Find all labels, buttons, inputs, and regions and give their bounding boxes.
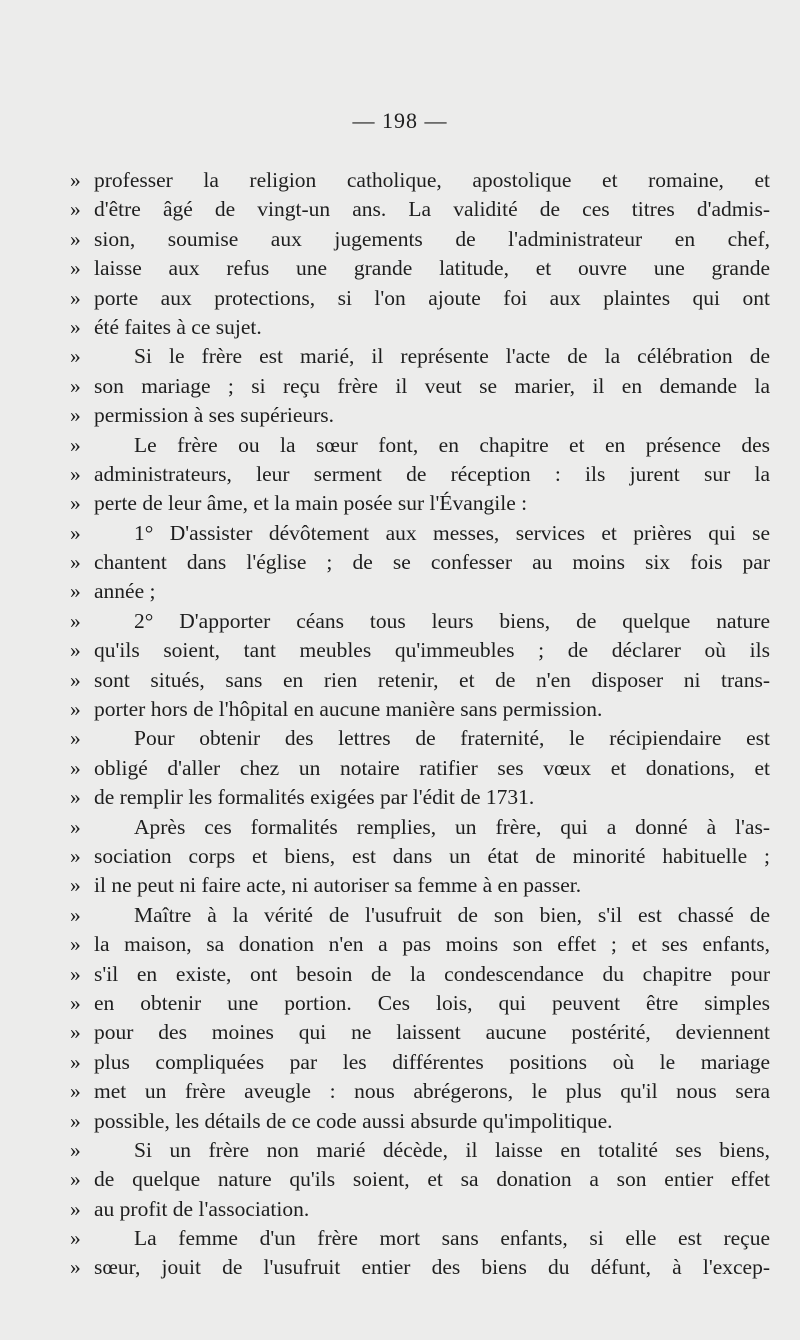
quote-mark: » [70, 256, 81, 281]
line-text: Après ces formalités remplies, un frère, qui a donné à l'as- [134, 814, 770, 839]
text-line [70, 489, 770, 518]
text-line [70, 342, 770, 371]
quote-mark: » [70, 197, 81, 222]
line-text: perte de leur âme, et la main posée sur l'Évangile : [94, 491, 528, 516]
line-text: obligé d'aller chez un notaire ratifier ses vœux et donations, et [94, 755, 770, 780]
line-text: porter hors de l'hôpital en aucune manière sans permission. [94, 697, 603, 722]
text-line [70, 577, 770, 606]
text-line [70, 254, 770, 283]
text-line [70, 666, 770, 695]
quote-mark: » [70, 344, 81, 369]
quote-mark: » [70, 226, 81, 251]
line-text: Si un frère non marié décède, il laisse en totalité ses biens, [134, 1137, 770, 1162]
quote-mark: » [70, 1196, 81, 1221]
quote-mark: » [70, 873, 81, 898]
line-text: de remplir les formalités exigées par l'édit de 1731. [94, 785, 535, 810]
quote-mark: » [70, 785, 81, 810]
quote-mark: » [70, 550, 81, 575]
text-line [70, 431, 770, 460]
quote-mark: » [70, 373, 81, 398]
line-text: qu'ils soient, tant meubles qu'immeubles ; de déclarer où ils [94, 638, 770, 663]
quote-mark: » [70, 1226, 81, 1251]
quote-mark: » [70, 285, 81, 310]
line-text: sion, soumise aux jugements de l'administrateur en chef, [94, 226, 770, 251]
line-text: s'il en existe, ont besoin de la condescendance du chapitre pour [94, 961, 770, 986]
text-line [70, 372, 770, 401]
text-line [70, 901, 770, 930]
page-number: — 198 — [352, 108, 448, 133]
line-text: en obtenir une portion. Ces lois, qui peuvent être simples [94, 990, 770, 1015]
quote-mark: » [70, 726, 81, 751]
text-line [70, 783, 770, 812]
line-text: sociation corps et biens, est dans un état de minorité habituelle ; [94, 843, 770, 868]
text-line [70, 1224, 770, 1253]
line-text: de quelque nature qu'ils soient, et sa donation a son entier effet [94, 1167, 770, 1192]
line-text: porte aux protections, si l'on ajoute foi aux plaintes qui ont [94, 285, 770, 310]
quote-mark: » [70, 638, 81, 663]
text-line [70, 519, 770, 548]
text-line [70, 1253, 770, 1282]
text-line [70, 871, 770, 900]
line-text: sont situés, sans en rien retenir, et de n'en disposer ni trans- [94, 667, 770, 692]
quote-mark: » [70, 1049, 81, 1074]
line-text: 2° D'apporter céans tous leurs biens, de quelque nature [134, 608, 770, 633]
text-line [70, 636, 770, 665]
quote-mark: » [70, 990, 81, 1015]
text-line [70, 930, 770, 959]
quote-mark: » [70, 461, 81, 486]
quote-mark: » [70, 697, 81, 722]
body-text [70, 166, 770, 1283]
text-line [70, 607, 770, 636]
text-line [70, 1107, 770, 1136]
quote-mark: » [70, 520, 81, 545]
quote-mark: » [70, 902, 81, 927]
line-text: possible, les détails de ce code aussi absurde qu'impolitique. [94, 1108, 613, 1133]
text-line [70, 1165, 770, 1194]
line-text: la maison, sa donation n'en a pas moins son effet ; et ses enfants, [94, 932, 770, 957]
line-text: Le frère ou la sœur font, en chapitre et en présence des [134, 432, 770, 457]
line-text: permission à ses supérieurs. [94, 403, 335, 428]
quote-mark: » [70, 1137, 81, 1162]
quote-mark: » [70, 1108, 81, 1133]
quote-mark: » [70, 168, 81, 192]
quote-mark: » [70, 667, 81, 692]
text-line [70, 1195, 770, 1224]
quote-mark: » [70, 432, 81, 457]
quote-mark: » [70, 403, 81, 428]
text-line [70, 548, 770, 577]
text-line [70, 813, 770, 842]
text-line [70, 166, 770, 195]
line-text: laisse aux refus une grande latitude, et ouvre une grande [94, 256, 770, 281]
quote-mark: » [70, 1079, 81, 1104]
line-text: d'être âgé de vingt-un ans. La validité de ces titres d'admis- [94, 197, 770, 222]
line-text: année ; [94, 579, 156, 604]
quote-mark: » [70, 491, 81, 516]
quote-mark: » [70, 1020, 81, 1045]
line-text: sœur, jouit de l'usufruit entier des biens du défunt, à l'excep- [94, 1255, 770, 1280]
text-line [70, 460, 770, 489]
text-line [70, 724, 770, 753]
line-text: Si le frère est marié, il représente l'acte de la célébration de [134, 344, 770, 369]
quote-mark: » [70, 314, 81, 339]
line-text: été faites à ce sujet. [94, 314, 262, 339]
quote-mark: » [70, 814, 81, 839]
line-text: 1° D'assister dévôtement aux messes, services et prières qui se [134, 520, 770, 545]
line-text: met un frère aveugle : nous abrégerons, le plus qu'il nous sera [94, 1079, 770, 1104]
quote-mark: » [70, 1255, 81, 1280]
line-text: plus compliquées par les différentes positions où le mariage [94, 1049, 770, 1074]
line-text: il ne peut ni faire acte, ni autoriser sa femme à en passer. [94, 873, 582, 898]
text-line [70, 195, 770, 224]
line-text: son mariage ; si reçu frère il veut se marier, il en demande la [94, 373, 770, 398]
line-text: professer la religion catholique, apostolique et romaine, et [94, 168, 770, 192]
text-line [70, 754, 770, 783]
text-line [70, 960, 770, 989]
line-text: chantent dans l'église ; de se confesser au moins six fois par [94, 550, 770, 575]
line-text: Pour obtenir des lettres de fraternité, le récipiendaire est [134, 726, 770, 751]
text-line [70, 284, 770, 313]
line-text: au profit de l'association. [94, 1196, 310, 1221]
text-line [70, 401, 770, 430]
text-line [70, 1018, 770, 1047]
line-text: La femme d'un frère mort sans enfants, si elle est reçue [134, 1226, 770, 1251]
quote-mark: » [70, 1167, 81, 1192]
quote-mark: » [70, 608, 81, 633]
line-text: pour des moines qui ne laissent aucune postérité, deviennent [94, 1020, 770, 1045]
text-line [70, 225, 770, 254]
quote-mark: » [70, 843, 81, 868]
quote-mark: » [70, 932, 81, 957]
quote-mark: » [70, 961, 81, 986]
text-line [70, 695, 770, 724]
line-text: administrateurs, leur serment de réception : ils jurent sur la [94, 461, 770, 486]
text-line [70, 1077, 770, 1106]
line-text: Maître à la vérité de l'usufruit de son bien, s'il est chassé de [134, 902, 770, 927]
text-line [70, 989, 770, 1018]
quote-mark: » [70, 579, 81, 604]
text-line [70, 842, 770, 871]
quote-mark: » [70, 755, 81, 780]
text-line [70, 1136, 770, 1165]
text-line [70, 1048, 770, 1077]
text-line [70, 313, 770, 342]
